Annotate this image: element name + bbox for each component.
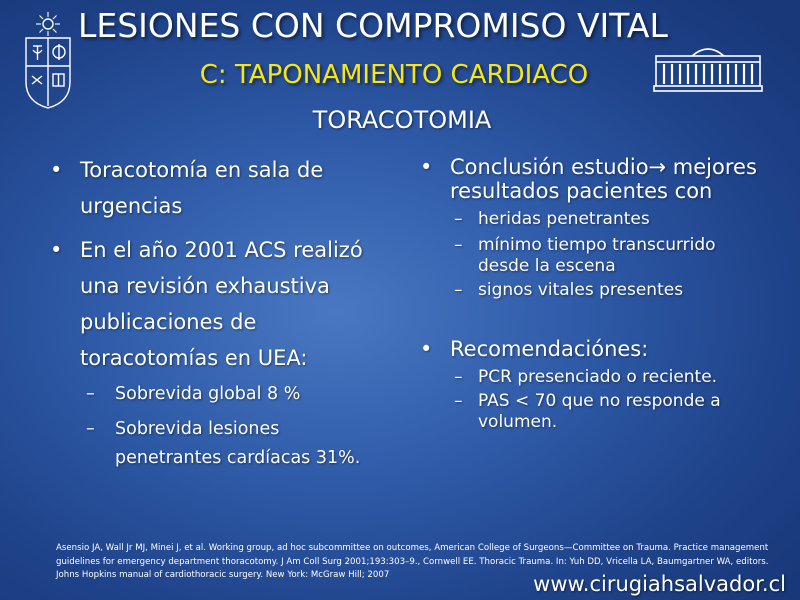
sub-item-text: signos vitales presentes — [478, 280, 684, 300]
bullet-icon: • — [420, 155, 433, 179]
hospital-building-icon — [652, 42, 764, 94]
sub-item-text: PAS < 70 que no responde a volumen. — [478, 391, 721, 432]
dash-icon: – — [454, 367, 463, 387]
bullet-item — [420, 337, 760, 361]
sub-item — [420, 391, 760, 433]
dash-icon: – — [454, 391, 463, 411]
dash-icon: – — [454, 235, 463, 255]
bullet-icon: • — [420, 337, 433, 361]
sub-item-text: mínimo tiempo transcurrido desde la escena — [478, 235, 716, 276]
right-column — [420, 155, 760, 433]
dash-icon: – — [86, 419, 95, 439]
sub-item-text: Sobrevida lesiones penetrantes cardíacas 31%. — [115, 419, 361, 468]
sub-item-text: Sobrevida global 8 % — [115, 384, 301, 404]
bullet-item — [420, 155, 760, 203]
bullet-text: Recomendaciónes: — [450, 337, 649, 361]
slide-subtitle: C: TAPONAMIENTO CARDIACO — [199, 60, 589, 90]
sub-item — [420, 280, 760, 301]
left-column — [50, 152, 390, 473]
sub-item-text: heridas penetrantes — [478, 209, 650, 229]
sub-item — [420, 367, 760, 388]
dash-icon: – — [454, 280, 463, 300]
bullet-icon: • — [50, 158, 63, 182]
bullet-item — [50, 232, 390, 376]
sub-item — [420, 209, 760, 230]
dash-icon: – — [86, 384, 95, 404]
sub-item — [50, 380, 390, 409]
sub-item-text: PCR presenciado o reciente. — [478, 367, 718, 387]
slide-title: LESIONES CON COMPROMISO VITAL — [78, 6, 668, 45]
slide-subheading: TORACOTOMIA — [312, 106, 492, 134]
bullet-icon: • — [50, 238, 63, 262]
bullet-text: Toracotomía en sala de urgencias — [80, 158, 324, 218]
bullet-text: En el año 2001 ACS realizó una revisión exhaustiva publicaciones de toracotomías en UEA: — [80, 238, 363, 370]
footer-url: www.cirugiahsalvador.cl — [533, 572, 786, 596]
bullet-text: Conclusión estudio→ mejores resultados pacientes con — [450, 155, 757, 203]
sub-item — [420, 235, 760, 277]
bullet-item — [50, 152, 390, 224]
references-text: Asensio JA, Wall Jr MJ, Minei J, et al. Working group, ad hoc subcommittee on outcomes, American College of Surgeons—Committee on Trauma. Practice management guidelines for emergency department thoracotomy. J Am Coll Surg 2001;193:303–9., Cornwell EE. Thoracic Trauma. In: Yuh DD, Vricella LA, Baumgartner WA, editors. Johns Hopkins manual of cardiothoracic surgery. New York: McGraw Hill; 2007 — [56, 543, 769, 580]
sub-item — [50, 415, 390, 473]
dash-icon: – — [454, 209, 463, 229]
